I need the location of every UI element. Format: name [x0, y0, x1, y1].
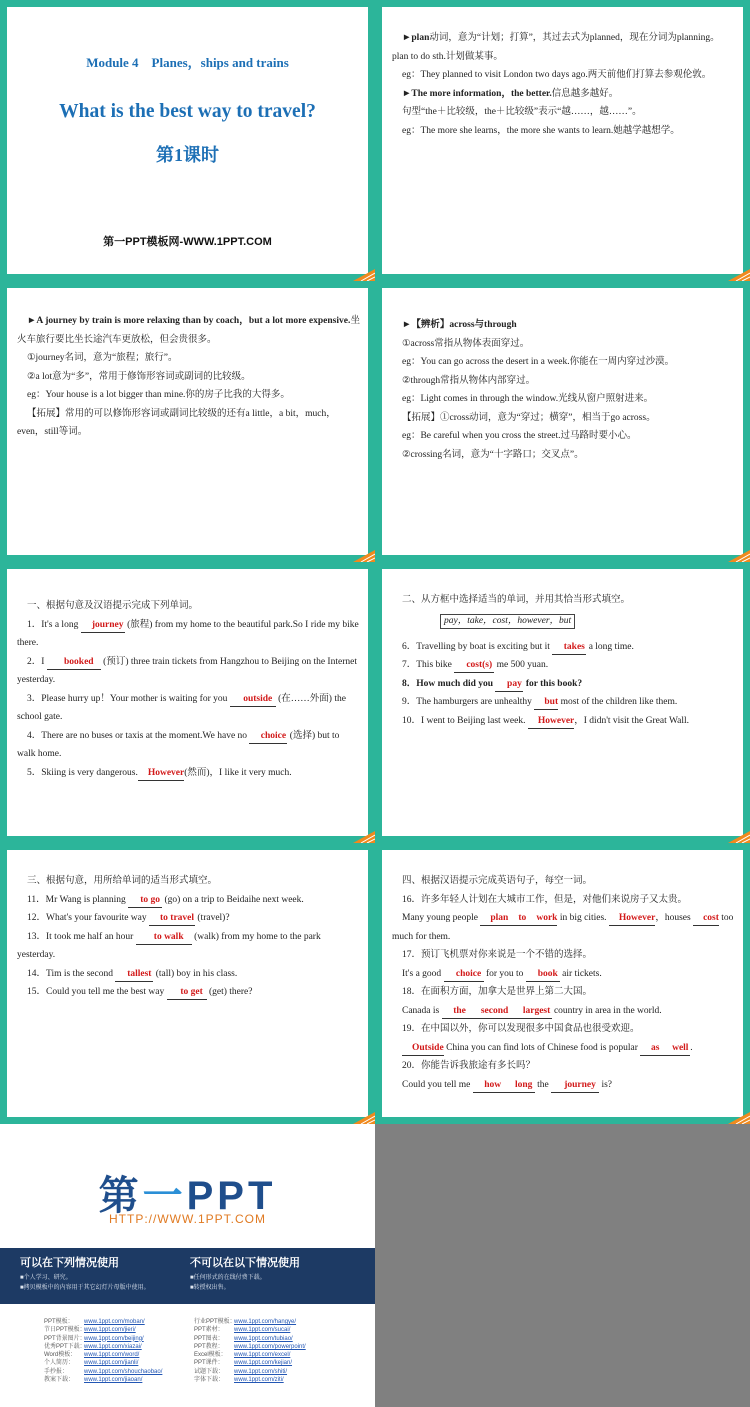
slide-across-through: [375, 281, 750, 562]
slide-text: [17, 872, 360, 1002]
answer-blank: but: [534, 696, 558, 710]
slide-text: [392, 872, 735, 1094]
question-text: (get) there?: [206, 987, 253, 997]
question-text: 11．Mr Wang is planning: [27, 894, 129, 905]
answer-blank: journey: [81, 619, 125, 633]
can-use-column: [20, 1254, 190, 1293]
question-text: too much for them.: [392, 913, 734, 942]
term-journey: ►A journey by train is more relaxing than by coach，but a lot more expensive.: [27, 316, 351, 326]
question-text: It's a good: [402, 968, 444, 979]
link-row[interactable]: PPT模板： www.1ppt.com/moban/: [44, 1319, 145, 1325]
slide-body: [382, 569, 743, 836]
corner-stripe-icon: [353, 831, 375, 843]
can-use-item: ■个人学习、研究。: [20, 1275, 72, 1281]
links-left: [44, 1318, 162, 1384]
slide-text: [392, 591, 735, 730]
text-line: eg：Your house is a lot bigger than mine.你的房子比我的大得多。: [27, 390, 290, 400]
question-cn: 20．你能告诉我旅途有多长吗？: [402, 1061, 536, 1071]
question-cn: 18．在面积方面，加拿大是世界上第二大国。: [402, 987, 593, 997]
answer-blank: the: [442, 1005, 468, 1019]
question-text: ，I didn't visit the Great Wall.: [574, 715, 690, 726]
link-url[interactable]: www.1ppt.com/ziti/: [234, 1377, 284, 1384]
slide-exercise-3: [0, 843, 375, 1124]
module-title: Module 4 Planes，ships and trains: [86, 55, 289, 70]
answer-blank: work: [526, 912, 557, 926]
corner-stripe-icon: [353, 550, 375, 562]
slide-title: [0, 0, 375, 281]
lesson-number: 第1课时: [156, 145, 219, 165]
question-text: (go) on a trip to Beidaihe next week.: [162, 894, 304, 905]
answer-blank: booked: [47, 656, 101, 670]
slide-body: [382, 7, 743, 274]
text-line: 句型“the＋比较级，the＋比较级”表示“越……，越……”。: [402, 107, 642, 117]
question-text: (预订) three train tickets from Hangzhou to Beijing on the Internet yesterday.: [17, 656, 357, 685]
link-row[interactable]: PPT素材： www.1ppt.com/sucai/: [194, 1327, 291, 1334]
text-line: 信息越多越好。: [551, 88, 619, 99]
slide-text: [392, 29, 735, 140]
question-text: me 500 yuan.: [494, 660, 549, 670]
question-text: ，houses: [655, 913, 694, 923]
answer-blank: to walk: [136, 931, 192, 945]
question-text: for this book?: [523, 678, 583, 689]
link-url[interactable]: www.1ppt.com/jianli/: [84, 1360, 139, 1367]
answer-blank: book: [526, 968, 560, 982]
link-row[interactable]: 个人简历： www.1ppt.com/jianli/: [44, 1360, 139, 1367]
corner-stripe-icon: [353, 1112, 375, 1124]
corner-stripe-icon: [728, 550, 750, 562]
logo-text: PPT: [186, 1174, 277, 1218]
text-line: 【拓展】常用的可以修饰形容词或副词比较级的还有a little，a bit，much，even，still等词。: [17, 408, 336, 437]
text-line: ①journey名词，意为“旅程；旅行”。: [27, 353, 178, 363]
link-url[interactable]: www.1ppt.com/hangye/: [234, 1319, 297, 1325]
link-url[interactable]: www.1ppt.com/beijing/: [84, 1335, 144, 1342]
link-url[interactable]: www.1ppt.com/word/: [84, 1352, 140, 1359]
site-footer: 第一PPT模板网-WWW.1PPT.COM: [103, 236, 272, 248]
question-text: 14．Tim is the second: [27, 968, 116, 979]
answer-blank: second: [468, 1005, 512, 1019]
answer-blank: to travel: [149, 912, 195, 926]
slide-body: [382, 850, 743, 1117]
answer-blank: cost: [693, 912, 719, 926]
links-right: [194, 1318, 306, 1384]
question-text: is?: [599, 1079, 613, 1090]
logo-text: 一: [142, 1174, 187, 1218]
text-line: 【拓展】①cross动词，意为“穿过；横穿”，相当于go across。: [402, 412, 656, 423]
link-url[interactable]: www.1ppt.com/powerpoint/: [234, 1343, 306, 1350]
answer-blank: plan: [480, 912, 508, 926]
link-url[interactable]: www.1ppt.com/moban/: [84, 1319, 145, 1325]
logo-text: 第: [98, 1174, 143, 1218]
cannot-use-column: [190, 1254, 360, 1293]
question-text: (tall) boy in his class.: [153, 968, 238, 979]
question-text: Canada is: [402, 1005, 442, 1016]
slide-text: [17, 312, 360, 442]
question-text: 1．It's a long: [27, 619, 81, 630]
link-row[interactable]: PPT教程： www.1ppt.com/powerpoint/: [194, 1343, 306, 1350]
link-row[interactable]: Excel模板： www.1ppt.com/excel/: [194, 1352, 291, 1359]
question-text: 8．How much did you: [402, 678, 496, 689]
section-heading: 四、根据汉语提示完成英语句子，每空一词。: [402, 876, 593, 886]
answer-blank: outside: [230, 693, 276, 707]
text-line: eg：Be careful when you cross the street.过马路时要小心。: [402, 431, 637, 441]
question-text: for you to: [483, 968, 526, 979]
answer-blank: as: [640, 1042, 660, 1056]
link-row[interactable]: PPT背景图片：www.1ppt.com/beijing/: [44, 1335, 144, 1342]
slide-body: [7, 850, 368, 1117]
answer-blank: to: [508, 912, 526, 926]
question-text: (walk) from my home to the park yesterday.: [17, 931, 321, 960]
answer-blank: cost(s): [454, 659, 494, 673]
question-cn: 16．许多年轻人计划在大城市工作，但是，对他们来说房子又太贵。: [402, 894, 688, 905]
question-text: (旅程) from my home to the beautiful park.So I ride my bike there.: [17, 619, 359, 648]
question-text: Many young people: [402, 913, 481, 923]
link-url[interactable]: www.1ppt.com/kejian/: [234, 1360, 293, 1367]
question-text: a long time.: [586, 641, 634, 652]
text-line: eg：They planned to visit London two days ago.两天前他们打算去参观伦敦。: [402, 70, 712, 80]
question-text: 12．What's your favourite way: [27, 913, 150, 923]
term-plan: ►plan: [402, 33, 430, 43]
text-line: 坐火车旅行要比坐长途汽车更放松，但会贵很多。: [17, 316, 360, 345]
text-line: eg：Light comes in through the window.光线从窗户照射进来。: [402, 394, 654, 404]
link-url[interactable]: www.1ppt.com/jiaoan/: [84, 1377, 143, 1384]
cannot-use-title: 不可以在以下情况使用: [190, 1257, 300, 1269]
slide-brand: [0, 1124, 375, 1407]
section-heading: 一、根据句意及汉语提示完成下列单词。: [27, 601, 199, 611]
slide-body: [7, 288, 368, 555]
answer-blank: well: [660, 1042, 690, 1056]
question-text: the: [534, 1079, 552, 1090]
term-the-more: ►The more information，the better.: [402, 88, 552, 99]
slide-exercise-4: [375, 843, 750, 1124]
question-text: 10．I went to Beijing last week.: [402, 715, 528, 726]
question-text: China you can find lots of Chinese food is popular: [443, 1042, 641, 1053]
text-line: ②a lot意为“多”，常用于修饰形容词或副词的比较级。: [27, 371, 251, 382]
brand-url: HTTP://WWW.1PPT.COM: [109, 1212, 266, 1226]
can-use-title: 可以在下列情况使用: [20, 1257, 119, 1269]
link-url[interactable]: www.1ppt.com/tubiao/: [234, 1335, 293, 1342]
link-row[interactable]: 行业PPT模板：www.1ppt.com/hangye/: [194, 1319, 297, 1325]
slide-text: [17, 597, 360, 782]
link-row[interactable]: 优秀PPT下载：www.1ppt.com/xiazai/: [44, 1343, 142, 1350]
link-row[interactable]: 节日PPT模板：www.1ppt.com/jieri/: [44, 1327, 136, 1334]
corner-stripe-icon: [353, 269, 375, 281]
slide-plan: [375, 0, 750, 281]
question-cn: 19．在中国以外，你可以发现很多中国食品也很受欢迎。: [402, 1024, 640, 1034]
answer-blank: takes: [552, 641, 586, 655]
text-line: eg：The more she learns，the more she wants to learn.她越学越想学。: [402, 125, 680, 136]
answer-blank: how: [473, 1079, 503, 1093]
question-text: (在……外面) the school gate.: [17, 693, 346, 722]
question-text: most of the children like them.: [558, 697, 678, 707]
question-text: .: [690, 1042, 693, 1053]
answer-blank: However: [528, 715, 574, 729]
text-line: eg：You can go across the desert in a week.你能在一周内穿过沙漠。: [402, 357, 675, 367]
answer-blank: long: [503, 1079, 535, 1093]
link-row[interactable]: Word模板： www.1ppt.com/word/: [44, 1352, 140, 1359]
lesson-title: What is the best way to travel?: [59, 101, 316, 122]
question-text: 3．Please hurry up！Your mother is waiting for you: [27, 693, 230, 704]
link-url[interactable]: www.1ppt.com/xiazai/: [84, 1343, 142, 1350]
question-text: 6．Travelling by boat is exciting but it: [402, 641, 553, 652]
word-box: pay，take，cost，however，but: [440, 614, 575, 629]
answer-blank: However: [609, 912, 655, 926]
slide-body: [7, 7, 368, 274]
question-text: in big cities.: [557, 913, 609, 923]
corner-stripe-icon: [728, 831, 750, 843]
answer-blank: However: [138, 767, 184, 781]
question-text: 13．It took me half an hour: [27, 931, 136, 942]
question-text: 15．Could you tell me the best way: [27, 987, 167, 997]
usage-band: [0, 1248, 375, 1304]
term-across-through: ►【辨析】across与through: [402, 320, 517, 330]
question-text: country in area in the world.: [551, 1005, 662, 1016]
link-url[interactable]: www.1ppt.com/jieri/: [84, 1327, 136, 1334]
section-heading: 三、根据句意，用所给单词的适当形式填空。: [27, 876, 218, 886]
answer-blank: to go: [128, 894, 162, 908]
text-line: ②through常指从物体内部穿过。: [402, 375, 536, 386]
slide-exercise-1: [0, 562, 375, 843]
answer-blank: to get: [167, 986, 207, 1000]
link-row[interactable]: 试题下载： www.1ppt.com/shiti/: [194, 1368, 288, 1375]
question-text: (选择) but to walk home.: [17, 730, 340, 759]
answer-blank: tallest: [115, 968, 153, 982]
link-row[interactable]: PPT课件： www.1ppt.com/kejian/: [194, 1360, 293, 1367]
slide-body: [382, 288, 743, 555]
question-cn: 17．预订飞机票对你来说是一个不错的选择。: [402, 950, 593, 960]
section-heading: 二、从方框中选择适当的单词，并用其恰当形式填空。: [402, 595, 631, 605]
question-text: 4．There are no buses or taxis at the moment.We have no: [27, 730, 250, 741]
link-row[interactable]: 手抄报： www.1ppt.com/shouchaobao/: [44, 1368, 163, 1375]
link-url[interactable]: www.1ppt.com/shiti/: [234, 1368, 288, 1375]
slide-journey: [0, 281, 375, 562]
corner-stripe-icon: [728, 1112, 750, 1124]
cannot-use-item: ■任何形式的在线付费下载。: [190, 1275, 266, 1281]
answer-blank: choice: [444, 968, 484, 982]
question-text: (然而)，I like it very much.: [184, 767, 292, 778]
link-url[interactable]: www.1ppt.com/shouchaobao/: [84, 1368, 163, 1375]
answer-blank: pay: [495, 678, 523, 692]
can-use-item: ■拷贝模板中的内容用于其它幻灯片母版中使用。: [20, 1285, 150, 1291]
slide-body: [7, 569, 368, 836]
question-text: (travel)?: [195, 913, 230, 923]
text-line: 动词，意为“计划；打算”，其过去式为planned，现在分词为planning。plan to do sth.计划做某事。: [392, 33, 720, 62]
question-text: 9．The hamburgers are unhealthy: [402, 697, 535, 707]
question-text: 2．I: [27, 656, 47, 667]
cannot-use-item: ■转授权出售。: [190, 1285, 230, 1291]
slide-exercise-2: [375, 562, 750, 843]
question-text: 7．This bike: [402, 660, 455, 670]
answer-blank: Outside: [402, 1042, 444, 1056]
link-url[interactable]: www.1ppt.com/sucai/: [234, 1327, 291, 1334]
question-text: Could you tell me: [402, 1079, 473, 1090]
link-row[interactable]: 字体下载： www.1ppt.com/ziti/: [194, 1377, 284, 1384]
text-line: ①across常指从物体表面穿过。: [402, 338, 530, 349]
slide-text: [392, 316, 735, 464]
question-text: 5．Skiing is very dangerous.: [27, 767, 138, 778]
text-line: ②crossing名词，意为“十字路口；交叉点”。: [402, 449, 584, 460]
answer-blank: largest: [512, 1005, 552, 1019]
answer-blank: journey: [551, 1079, 599, 1093]
answer-blank: choice: [249, 730, 287, 744]
link-row[interactable]: 教案下载： www.1ppt.com/jiaoan/: [44, 1377, 143, 1384]
link-url[interactable]: www.1ppt.com/excel/: [234, 1352, 291, 1359]
link-row[interactable]: PPT图表： www.1ppt.com/tubiao/: [194, 1335, 293, 1342]
corner-stripe-icon: [728, 269, 750, 281]
question-text: air tickets.: [559, 968, 602, 979]
